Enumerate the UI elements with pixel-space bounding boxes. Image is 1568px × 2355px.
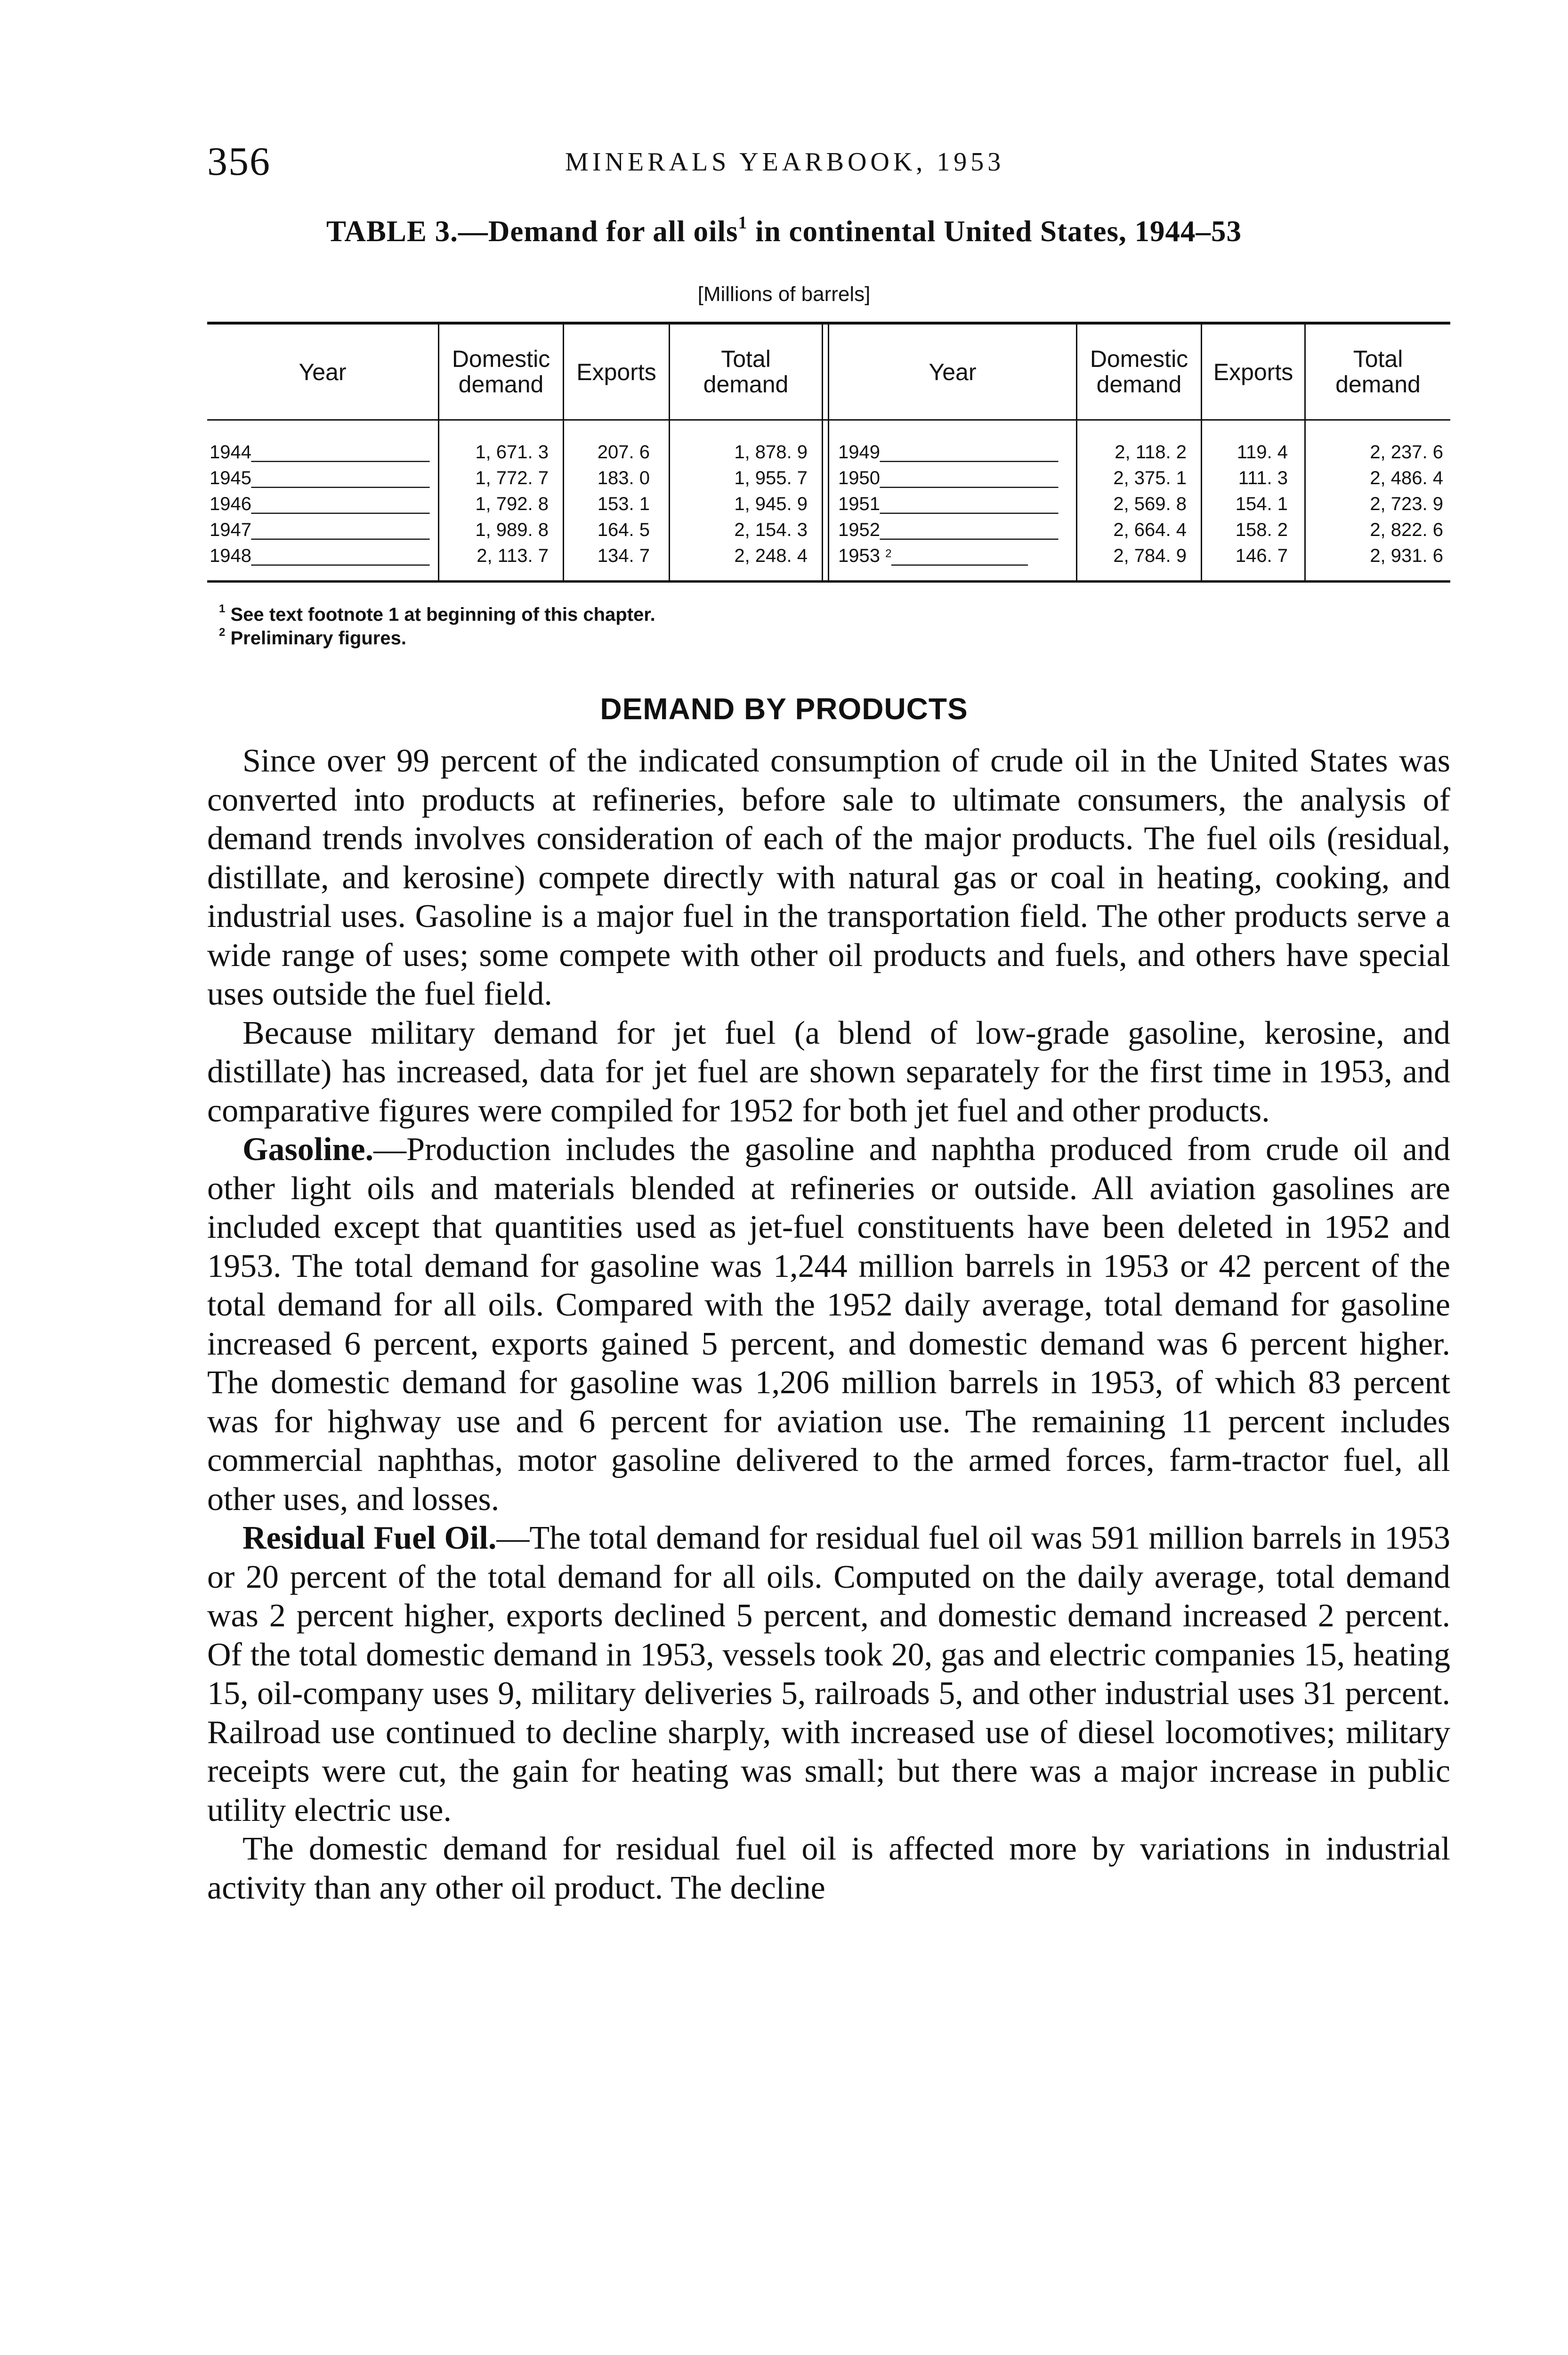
header-domestic-demand	[439, 346, 563, 397]
exports-cell: 158. 2	[1235, 520, 1288, 540]
header-total-demand	[1306, 346, 1450, 397]
total-cell: 2, 931. 6	[1370, 545, 1443, 566]
header-total-line2: demand	[1335, 371, 1421, 398]
year-cell: 1952_________________	[838, 520, 1059, 540]
header-domestic-line1: Domestic	[452, 346, 550, 372]
paragraph-text: —The total demand for residual fuel oil was 591 million barrels in 1953 or 20 percent of the total demand for all oils. Computed on the daily average, total demand was 2 percent higher, exports declined 5 percent, and domestic demand increased 2 percent. Of the total domestic demand in 1953, vessels took 20, gas and electric companies 15, heating 15, oil-company uses 9, military deliveries 5, railroads 5, and other industrial uses 31 percent. Railroad use continued to decline sharply, with increased use of diesel locomotives; military receipts were cut, the gain for heating was small; but there was a major increase in public utility electric use.	[207, 1520, 1451, 1828]
header-total-line2: demand	[703, 371, 789, 398]
domestic-cell: 1, 989. 8	[475, 520, 549, 540]
header-year: Year	[299, 359, 347, 385]
exports-cell: 119. 4	[1237, 442, 1288, 463]
table-title-rest: in continental United States, 1944–53	[747, 215, 1242, 248]
domestic-cell: 1, 792. 8	[475, 494, 549, 514]
header-exports: Exports	[576, 359, 656, 385]
domestic-cell: 2, 375. 1	[1113, 468, 1187, 488]
run-in-heading-residual-fuel-oil: Residual Fuel Oil.	[242, 1520, 497, 1556]
total-cell: 1, 878. 9	[734, 442, 808, 463]
year-cell: 1946_________________	[210, 494, 430, 514]
run-in-heading-gasoline: Gasoline.	[242, 1131, 374, 1168]
exports-cell: 134. 7	[597, 545, 650, 566]
total-cell: 2, 237. 6	[1370, 442, 1443, 463]
year-cell: 1951_________________	[838, 494, 1059, 514]
footnote-1	[219, 604, 655, 625]
body-text	[207, 742, 1450, 1908]
domestic-cell: 2, 664. 4	[1113, 520, 1187, 540]
total-cell: 2, 248. 4	[734, 545, 808, 566]
page-number: 356	[207, 138, 271, 184]
domestic-cell: 1, 772. 7	[475, 468, 549, 488]
exports-cell: 183. 0	[597, 468, 650, 488]
header-domestic-line2: demand	[458, 371, 544, 398]
paragraph	[207, 1014, 1450, 1131]
header-exports: Exports	[1213, 359, 1293, 385]
paragraph-text: Because military demand for jet fuel (a blend of low-grade gasoline, kerosine, and distillate) has increased, data for jet fuel are shown separately for the first time in 1953, and comparative figures were compiled for 1952 for both jet fuel and other products.	[207, 1015, 1450, 1129]
total-cell: 1, 945. 9	[734, 494, 808, 514]
paragraph	[207, 1830, 1450, 1908]
year-cell: 1948_________________	[210, 545, 430, 566]
total-cell: 1, 955. 7	[734, 468, 808, 488]
paragraph-text: The domestic demand for residual fuel oil is affected more by variations in industrial activity than any other oil product. The decline	[207, 1831, 1450, 1906]
footnote-mark: 1	[219, 602, 226, 615]
paragraph	[207, 742, 1450, 1014]
table-bottom-rule	[207, 580, 1450, 583]
exports-cell: 153. 1	[597, 494, 650, 514]
header-total-demand	[670, 346, 822, 397]
paragraph	[207, 1130, 1450, 1519]
header-domestic-demand	[1077, 346, 1201, 397]
exports-cell: 207. 6	[597, 442, 650, 463]
col-divider-double	[822, 325, 823, 580]
table-title	[0, 214, 1568, 249]
total-cell: 2, 154. 3	[734, 520, 808, 540]
exports-cell: 154. 1	[1235, 494, 1288, 514]
header-year: Year	[929, 359, 977, 385]
paragraph-text: —Production includes the gasoline and naphtha produced from crude oil and other light oils and materials blended at refineries or outside. All aviation gasolines are included except that quantities used as jet-fuel constituents have been deleted in 1952 and 1953. The total demand for gasoline was 1,244 million barrels in 1953 or 42 percent of the total demand for all oils. Compared with the 1952 daily average, total demand for gasoline increased 6 percent, exports gained 5 percent, and domestic demand was 6 percent higher. The domestic demand for gasoline was 1,206 million barrels in 1953, of which 83 percent was for highway use and 6 percent for aviation use. The remaining 11 percent includes commercial naphthas, motor gasoline delivered to the armed forces, farm-tractor fuel, all other uses, and losses.	[207, 1131, 1450, 1518]
domestic-cell: 2, 118. 2	[1115, 442, 1187, 463]
footnote-2	[219, 628, 406, 649]
section-heading: DEMAND BY PRODUCTS	[600, 692, 968, 726]
table-title-text: TABLE 3.—Demand for all oils	[326, 215, 738, 248]
table-unit: [Millions of barrels]	[697, 283, 871, 306]
year-footnote-mark: 2	[885, 547, 892, 560]
year-cell: 1953 $^2$_____________	[838, 545, 1028, 566]
year-cell: 1949_________________	[838, 442, 1059, 463]
domestic-cell: 2, 569. 8	[1113, 494, 1187, 514]
header-domestic-line2: demand	[1096, 371, 1182, 398]
domestic-cell: 2, 113. 7	[477, 545, 549, 566]
domestic-cell: 2, 784. 9	[1113, 545, 1187, 566]
paragraph	[207, 1519, 1450, 1830]
header-total-line1: Total	[721, 346, 771, 372]
table-title-footnote-mark: 1	[738, 213, 748, 233]
exports-cell: 111. 3	[1238, 468, 1288, 488]
year-cell: 1947_________________	[210, 520, 430, 540]
exports-cell: 146. 7	[1235, 545, 1288, 566]
year-cell: 1950_________________	[838, 468, 1059, 488]
footnote-text: Preliminary figures.	[225, 628, 406, 649]
header-total-line1: Total	[1353, 346, 1403, 372]
year-cell: 1945_________________	[210, 468, 430, 488]
year-cell: 1944_________________	[210, 442, 430, 463]
running-head: MINERALS YEARBOOK, 1953	[565, 147, 1005, 177]
total-cell: 2, 486. 4	[1370, 468, 1443, 488]
paragraph-text: Since over 99 percent of the indicated consumption of crude oil in the United States was converted into products at refineries, before sale to ultimate consumers, the analysis of demand trends involves consideration of each of the major products. The fuel oils (residual, distillate, and kerosine) compete directly with natural gas or coal in heating, cooking, and industrial uses. Gasoline is a major fuel in the transportation field. The other products serve a wide range of uses; some compete with other oil products and fuels, and others have special uses outside the fuel field.	[207, 743, 1450, 1012]
footnote-mark: 2	[219, 626, 226, 639]
total-cell: 2, 723. 9	[1370, 494, 1443, 514]
header-domestic-line1: Domestic	[1090, 346, 1188, 372]
footnote-text: See text footnote 1 at beginning of this chapter.	[225, 604, 655, 625]
exports-cell: 164. 5	[597, 520, 650, 540]
domestic-cell: 1, 671. 3	[475, 442, 549, 463]
total-cell: 2, 822. 6	[1370, 520, 1443, 540]
